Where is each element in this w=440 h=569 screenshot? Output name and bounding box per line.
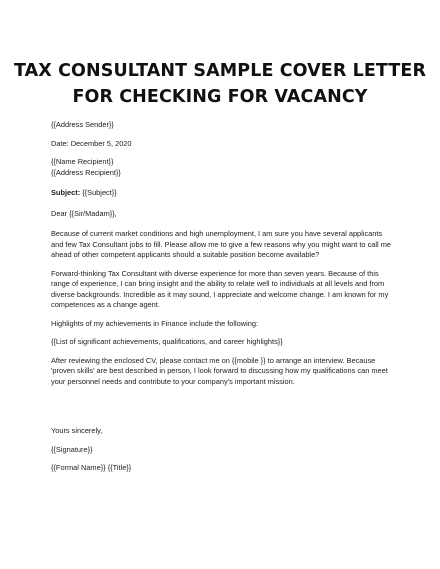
highlights-intro: Highlights of my achievements in Finance include the following: — [51, 318, 259, 328]
salutation: Dear {{Sir/Madam}}, — [51, 208, 117, 218]
paragraph-1-line: ahead of other competent applicants should a suitable position become available? — [51, 250, 320, 259]
subject-value: {{Subject}} — [80, 188, 117, 197]
name-recipient: {{Name Recipient}} — [51, 157, 114, 166]
paragraph-2 — [51, 269, 396, 311]
paragraph-3-line: 'proven skills' are best described in person, I look forward to discussing how my qualifications can meet — [51, 366, 388, 375]
paragraph-1-line: and few Tax Consultant jobs to fill. Please allow me to give a few reasons why you might want to call me — [51, 239, 392, 249]
signature: {{Signature}} — [51, 444, 93, 454]
subject-line — [51, 188, 396, 199]
document-title — [0, 58, 440, 110]
paragraph-3-line: After reviewing the enclosed CV, please contact me on {{mobile }} to arrange an interview. Because — [51, 355, 376, 365]
highlights-list: {{List of significant achievements, qualifications, and career highlights}} — [51, 337, 283, 346]
address-recipient: {{Address Recipient}} — [51, 167, 121, 177]
title-line-1: TAX CONSULTANT SAMPLE COVER LETTER — [13, 61, 427, 81]
subject-label: Subject: — [51, 188, 81, 197]
paragraph-2-line: range of experience, I can bring insight and the ability to relate well to individuals at all levels and from — [51, 279, 385, 288]
paragraph-1 — [51, 229, 396, 261]
paragraph-2-line: diverse backgrounds. Incredible as it may sound, I appreciate and welcome change. I am known for my — [51, 289, 389, 299]
paragraph-1-line: Because of current market conditions and high unemployment, I am sure you have several applicants — [51, 229, 383, 238]
closing: Yours sincerely, — [51, 426, 103, 435]
formal-name-title: {{Formal Name}} {{Title}} — [51, 463, 132, 472]
letter-date: Date: December 5, 2020 — [51, 138, 132, 148]
paragraph-2-line: competences as a change agent. — [51, 300, 160, 309]
address-sender: {{Address Sender}} — [51, 120, 114, 129]
letter-body — [51, 120, 396, 474]
paragraph-3 — [51, 356, 396, 388]
title-line-2: FOR CHECKING FOR VACANCY — [72, 87, 368, 107]
paragraph-2-line: Forward-thinking Tax Consultant with diverse experience for more than seven years. Because of this — [51, 268, 379, 278]
paragraph-3-line: your personnel needs and contribute to your company's important mission. — [51, 376, 295, 386]
